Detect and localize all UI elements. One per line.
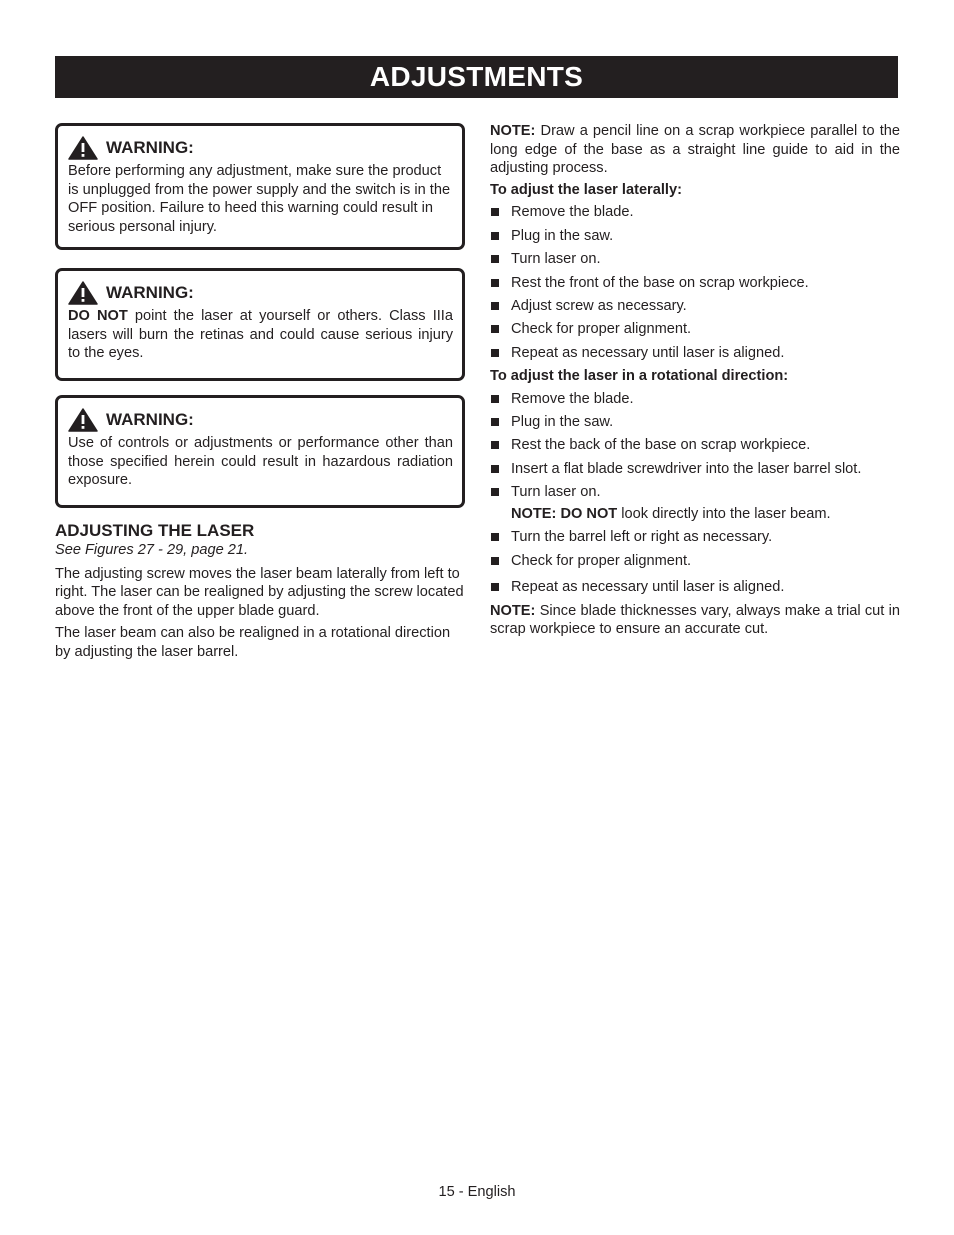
warning-lead: DO NOT	[68, 308, 128, 324]
list-item: Adjust screw as necessary.	[490, 297, 900, 316]
list-item: Check for proper alignment.	[490, 552, 900, 571]
list-item: Plug in the saw.	[490, 413, 900, 432]
note-label: NOTE:	[490, 602, 536, 619]
warning-label: WARNING:	[106, 282, 194, 302]
note-text: Since blade thicknesses vary, always make a trial cut in scrap workpiece to ensure an accurate cut.	[490, 602, 900, 638]
list-item: Insert a flat blade screwdriver into the laser barrel slot.	[490, 460, 900, 479]
warning-text	[68, 307, 453, 363]
list-item: Repeat as necessary until laser is aligned.	[490, 344, 900, 363]
list-item: Remove the blade.	[490, 390, 900, 409]
section-heading: ADJUSTING THE LASER	[55, 521, 255, 540]
list-item: Plug in the saw.	[490, 227, 900, 246]
list-item: Turn the barrel left or right as necessary.	[490, 528, 900, 547]
warning-body: point the laser at yourself or others. Class IIIa lasers will burn the retinas and could cause serious injury to the eyes.	[68, 308, 453, 362]
subsection-heading: To adjust the laser in a rotational direction:	[490, 368, 789, 385]
warning-triangle-icon	[68, 136, 98, 160]
note-paragraph	[490, 602, 900, 639]
right-column	[490, 122, 900, 642]
note-label: NOTE: DO NOT	[511, 505, 618, 522]
warning-text	[68, 434, 453, 490]
list-item: Remove the blade.	[490, 203, 900, 222]
rotational-steps-list	[490, 390, 900, 502]
warning-triangle-icon	[68, 281, 98, 305]
warning-body: Before performing any adjustment, make sure the product is unplugged from the power supply and the switch is in the OFF position. Failure to heed this warning could result in serious personal injury.	[68, 163, 451, 235]
warning-header	[68, 281, 453, 305]
note-label: NOTE:	[490, 123, 536, 139]
left-column	[55, 123, 465, 666]
subsection-heading: To adjust the laser laterally:	[490, 181, 682, 198]
list-item: Check for proper alignment.	[490, 320, 900, 339]
lateral-steps-list	[490, 203, 900, 362]
page-title: ADJUSTMENTS	[55, 56, 898, 98]
paragraph: The adjusting screw moves the laser beam laterally from left to right. The laser can be realigned by adjusting the screw located above the front of the upper blade guard.	[55, 565, 464, 619]
warning-box-1	[55, 123, 465, 250]
warning-header	[68, 136, 453, 160]
note-text: Draw a pencil line on a scrap workpiece parallel to the long edge of the base as a straight line guide to aid in the adjusting process.	[490, 123, 900, 177]
inline-note	[490, 505, 900, 524]
warning-header	[68, 408, 453, 432]
list-item: Repeat as necessary until laser is aligned.	[490, 578, 900, 597]
note-text: look directly into the laser beam.	[617, 505, 831, 522]
warning-label: WARNING:	[106, 409, 194, 429]
warning-triangle-icon	[68, 408, 98, 432]
warning-body: Use of controls or adjustments or performance other than those specified herein could result in hazardous radiation exposure.	[68, 435, 453, 489]
rotational-steps-list-continued	[490, 528, 900, 597]
warning-label: WARNING:	[106, 137, 194, 157]
paragraph: The laser beam can also be realigned in a rotational direction by adjusting the laser barrel.	[55, 625, 451, 660]
warning-box-2	[55, 268, 465, 381]
list-item: Rest the front of the base on scrap workpiece.	[490, 274, 900, 293]
page-footer: 15 - English	[438, 1184, 516, 1200]
list-item: Turn laser on.	[490, 250, 900, 269]
figure-reference: See Figures 27 - 29, page 21.	[55, 542, 249, 558]
warning-box-3	[55, 395, 465, 508]
list-item: Rest the back of the base on scrap workpiece.	[490, 436, 900, 455]
list-item: Turn laser on.	[490, 483, 900, 502]
warning-text	[68, 162, 453, 236]
note-paragraph	[490, 122, 900, 178]
